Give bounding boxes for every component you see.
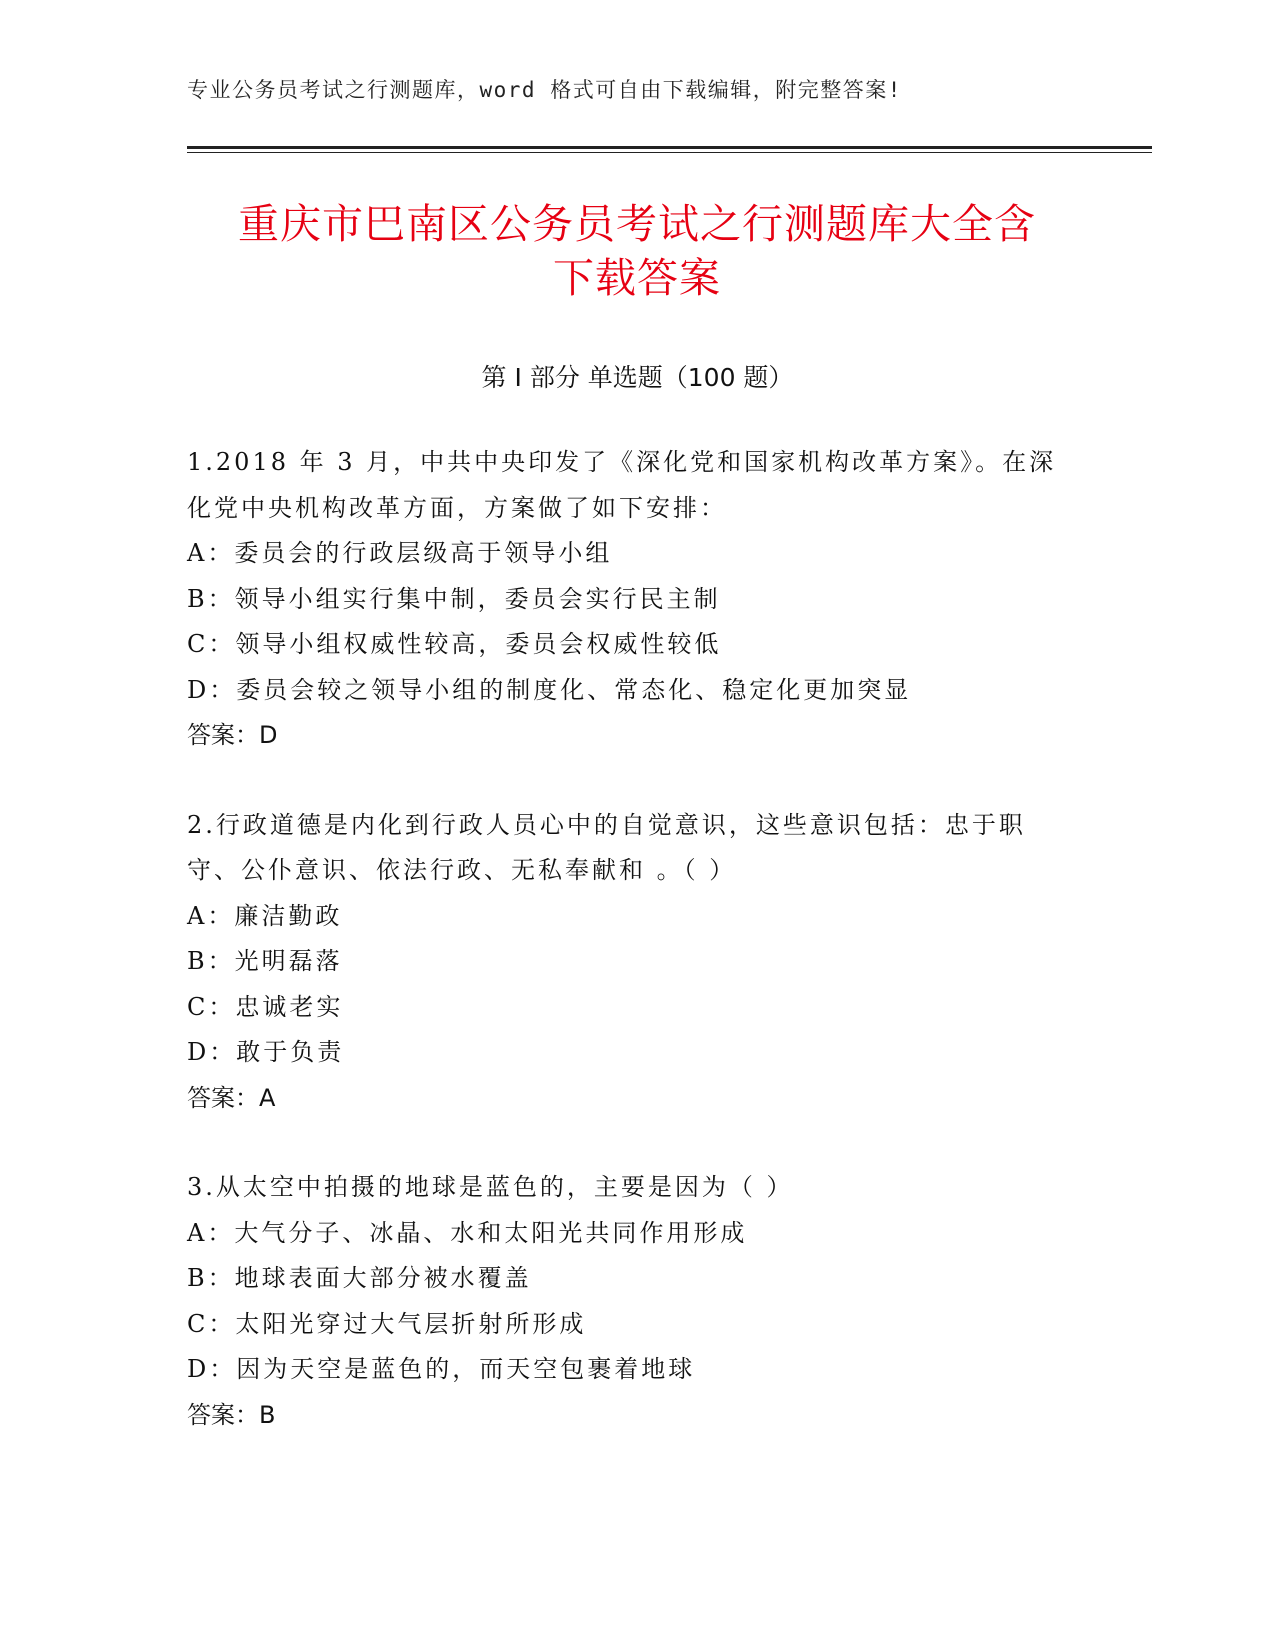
answer: 答案：D	[187, 721, 278, 749]
question-stem: 3.从太空中拍摄的地球是蓝色的，主要是因为（ ）	[187, 1173, 794, 1201]
option-d: D：因为天空是蓝色的，而天空包裹着地球	[187, 1355, 696, 1383]
option-c: C：领导小组权威性较高，委员会权威性较低	[187, 630, 722, 658]
option-b: B：地球表面大部分被水覆盖	[187, 1264, 532, 1292]
header-divider-thick	[187, 146, 1152, 149]
option-b: B：领导小组实行集中制，委员会实行民主制	[187, 584, 721, 613]
document-title-line-1: 重庆市巴南区公务员考试之行测题库大全含	[238, 200, 1036, 248]
header-note: 专业公务员考试之行测题库，word 格式可自由下载编辑，附完整答案!	[187, 78, 902, 102]
option-a: A：委员会的行政层级高于领导小组	[187, 539, 613, 567]
document-title	[187, 197, 1087, 305]
answer: 答案：A	[187, 1083, 276, 1112]
question-list	[187, 440, 1067, 1482]
option-c: C：忠诚老实	[187, 992, 344, 1021]
option-d: D：敢于负责	[187, 1038, 345, 1066]
question-2	[187, 803, 1067, 1122]
document-title-line-2: 下载答案	[553, 254, 721, 302]
option-d: D：委员会较之领导小组的制度化、常态化、稳定化更加突显	[187, 675, 912, 704]
option-b: B：光明磊落	[187, 947, 343, 975]
answer: 答案：B	[187, 1400, 276, 1429]
option-c: C：太阳光穿过大气层折射所形成	[187, 1309, 587, 1338]
question-1	[187, 440, 1067, 759]
option-a: A：廉洁勤政	[187, 901, 343, 930]
section-title: 第 I 部分 单选题（100 题）	[481, 363, 794, 392]
question-stem: 2.行政道德是内化到行政人员心中的自觉意识，这些意识包括：忠于职守、公仆意识、依法行政、无私奉献和 。（ ）	[187, 810, 1026, 884]
question-stem: 1.2018 年 3 月，中共中央印发了《深化党和国家机构改革方案》。在深化党中央机构改革方面，方案做了如下安排：	[187, 448, 1057, 522]
header-divider-thin	[187, 152, 1152, 153]
option-a: A：大气分子、冰晶、水和太阳光共同作用形成	[187, 1218, 748, 1247]
question-3	[187, 1165, 1067, 1438]
